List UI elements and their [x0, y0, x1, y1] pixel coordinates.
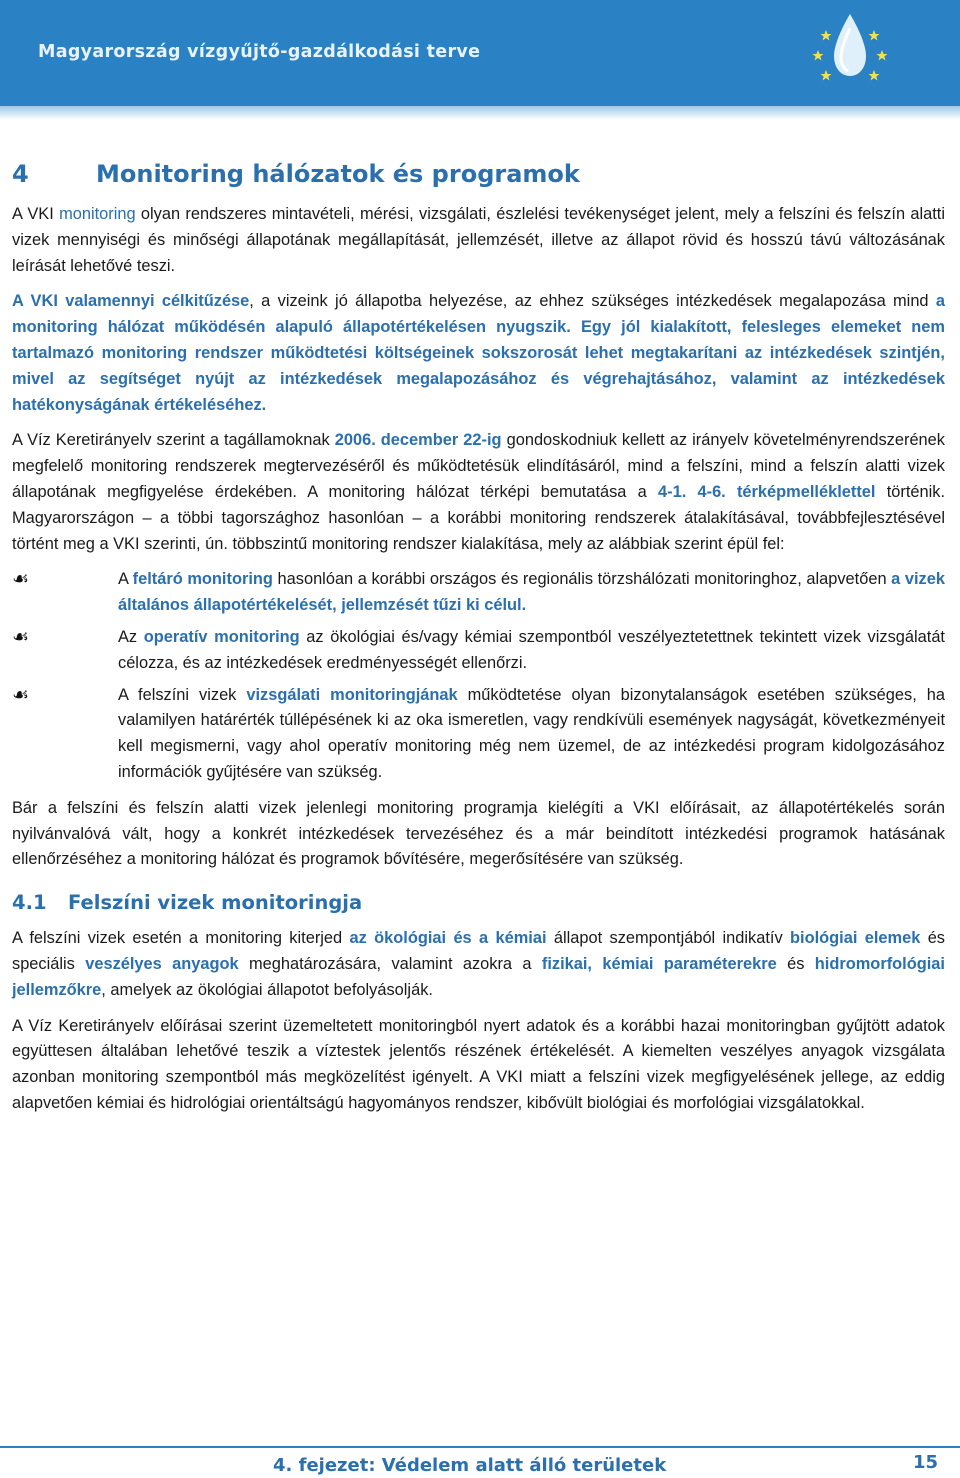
list-item-text — [118, 625, 945, 677]
monitoring-types-list — [12, 567, 945, 785]
list-item-text — [118, 683, 945, 786]
text-run: állapot szempontjából indikatív — [546, 929, 791, 948]
fleuron-bullet-icon: ☙ — [12, 684, 30, 706]
highlight-monitoring: monitoring — [59, 205, 136, 223]
section-title: Felszíni vizek monitoringja — [68, 891, 363, 915]
text-run: olyan rendszeres mintavételi, mérési, vizsgálati, észlelési tevékenységet jelent, mely a felszíni és felszín alatti vizek mennyiségi és minőségi állapotának megállapítását, jellemzését, illetve az állapot rövid és hosszú távú változásának leírását lehetővé teszi. — [12, 205, 946, 275]
text-run: meghatározására, valamint azokra a — [238, 954, 542, 973]
text-run: és speciális — [12, 929, 946, 973]
paragraph-expansion: Bár a felszíni és felszín alatti vizek jelenlegi monitoring programja kielégíti a VKI előírásait, az állapotértékelés során nyilvánvalóvá vált, hogy a konkrét intézkedések tervezéséhez és a már beindított intézkedési programok hatásának ellenőrzéséhez a monitoring hálózat és programok bővítésére, megerősítésére van szükség. — [12, 798, 945, 869]
document-title: Magyarország vízgyűjtő-gazdálkodási terve — [38, 42, 481, 62]
highlight-map-annex: 4-1. 4-6. térképmelléklettel — [658, 482, 876, 501]
text-run: működtetése olyan bizonytalanságok esetében szükséges, ha valamilyen határérték túllépésének ki az oka ismeretlen, vagy rendkívüli események nagyságát, következményeit kell megismerni, vagy ahol operatív monitoring még nem üzemel, de az intézkedési program kidolgozásához információk gyűjtésére van szükség. — [118, 685, 945, 781]
paragraph-directive — [12, 428, 945, 557]
footer-divider — [0, 1446, 960, 1448]
highlight-term: hidromorfológiai jellemzőkre — [12, 954, 945, 999]
list-item — [12, 567, 945, 619]
highlight-term: fizikai, kémiai paraméterekre — [541, 954, 777, 973]
fleuron-bullet-icon: ☙ — [12, 626, 30, 648]
highlight-term: az ökológiai és a kémiai — [349, 929, 547, 948]
highlight-term: veszélyes anyagok — [85, 954, 239, 973]
text-run: gondoskodniuk kellett az irányelv követelményrendszerének megfelelő monitoring rendszerek megtervezéséről és működtetésük elindításáról, mind a felszíni, mind a felszín alatti vizek állapotának megfigyelése érdekében. A monitoring hálózat térképi bemutatása a — [12, 431, 945, 501]
section-number: 4.1 — [12, 891, 47, 915]
list-item — [12, 683, 945, 786]
text-run: A Víz Keretirányelv szerint a tagállamoknak — [12, 431, 335, 450]
highlight-term: operatív monitoring — [143, 627, 300, 646]
text-run: , amelyek az ökológiai állapotot befolyásolják. — [101, 980, 433, 999]
paragraph-surface-scope — [12, 926, 945, 1003]
chapter-heading — [12, 160, 945, 188]
highlight-term: biológiai elemek — [790, 929, 921, 948]
highlight-goals: A VKI valamennyi célkitűzése — [12, 292, 250, 311]
text-run: A VKI — [12, 205, 60, 223]
highlight-term: a vizek általános állapotértékelését, jellemzését tűzi ki célul. — [118, 570, 945, 615]
text-run: A felszíni vizek — [118, 685, 247, 704]
section-heading — [12, 891, 945, 914]
text-run: az ökológiai és/vagy kémiai szempontból veszélyeztetettnek tekintett vizek vizsgálatát célozza, és az intézkedések eredményességét ellenőrzi. — [118, 627, 945, 672]
highlight-term: feltáró monitoring — [132, 570, 273, 589]
list-item — [12, 625, 945, 677]
header-stripe — [0, 106, 960, 120]
list-item-text — [118, 567, 945, 619]
highlight-assessment: a monitoring hálózat működésén alapuló állapotértékelésen nyugszik. Egy jól kialakított, felesleges elemeket nem tartalmazó monitoring rendszer működtetési költségeinek sokszorosát lehet megtakarítani az intézkedések szintjén, mivel az segítséget nyújt az intézkedések megalapozásához és végrehajtásához, valamint az intézkedések hatékonyságának értékeléséhez. — [12, 292, 946, 414]
highlight-term: vizsgálati monitoringjának — [246, 685, 458, 704]
page-number: 15 — [913, 1452, 939, 1473]
paragraph-goals — [12, 289, 945, 418]
chapter-number: 4 — [12, 160, 29, 188]
text-run: és — [776, 954, 815, 973]
text-run: A — [118, 570, 133, 589]
chapter-title: Monitoring hálózatok és programok — [96, 160, 580, 188]
text-run: történik. Magyarországon – a többi tagországhoz hasonlóan – a korábbi monitoring rendszerek átalakításával, továbbfejlesztésével történt meg a VKI szerinti, ún. többszintű monitoring rendszer kialakítása, mely az alábbiak szerint épül fel: — [12, 482, 945, 553]
text-run: Az — [118, 627, 144, 646]
main-content — [12, 160, 945, 1127]
text-run: A felszíni vizek esetén a monitoring kiterjed — [12, 929, 350, 948]
text-run: , a vizeink jó állapotba helyezése, az ehhez szükséges intézkedések megalapozása mind — [249, 292, 936, 311]
text-run: hasonlóan a korábbi országos és regionális törzshálózati monitoringhoz, alapvetően — [272, 570, 892, 589]
paragraph-intro — [12, 202, 945, 279]
page-header — [0, 0, 960, 106]
eu-water-drop-logo-icon — [804, 6, 896, 98]
fleuron-bullet-icon: ☙ — [12, 569, 30, 591]
paragraph-data-sources: A Víz Keretirányelv előírásai szerint üzemeltetett monitoringból nyert adatok és a korábbi hazai monitoringban gyűjtött adatok együttesen általában lehetővé teszik a víztestek jelentős részének értékelését. A kiemelten veszélyes anyagok vizsgálata azonban monitoring szempontból más megközelítést igényelt. A VKI miatt a felszíni vizek megfigyelésének jellege, az eddig alapvetően kémiai és hidrológiai orientáltságú hagyományos rendszer, kibővült biológiai és morfológiai vizsgálatokkal. — [12, 1016, 945, 1112]
highlight-deadline: 2006. december 22-ig — [334, 431, 502, 450]
footer-chapter-title: 4. fejezet: Védelem alatt álló területek — [273, 1455, 667, 1476]
